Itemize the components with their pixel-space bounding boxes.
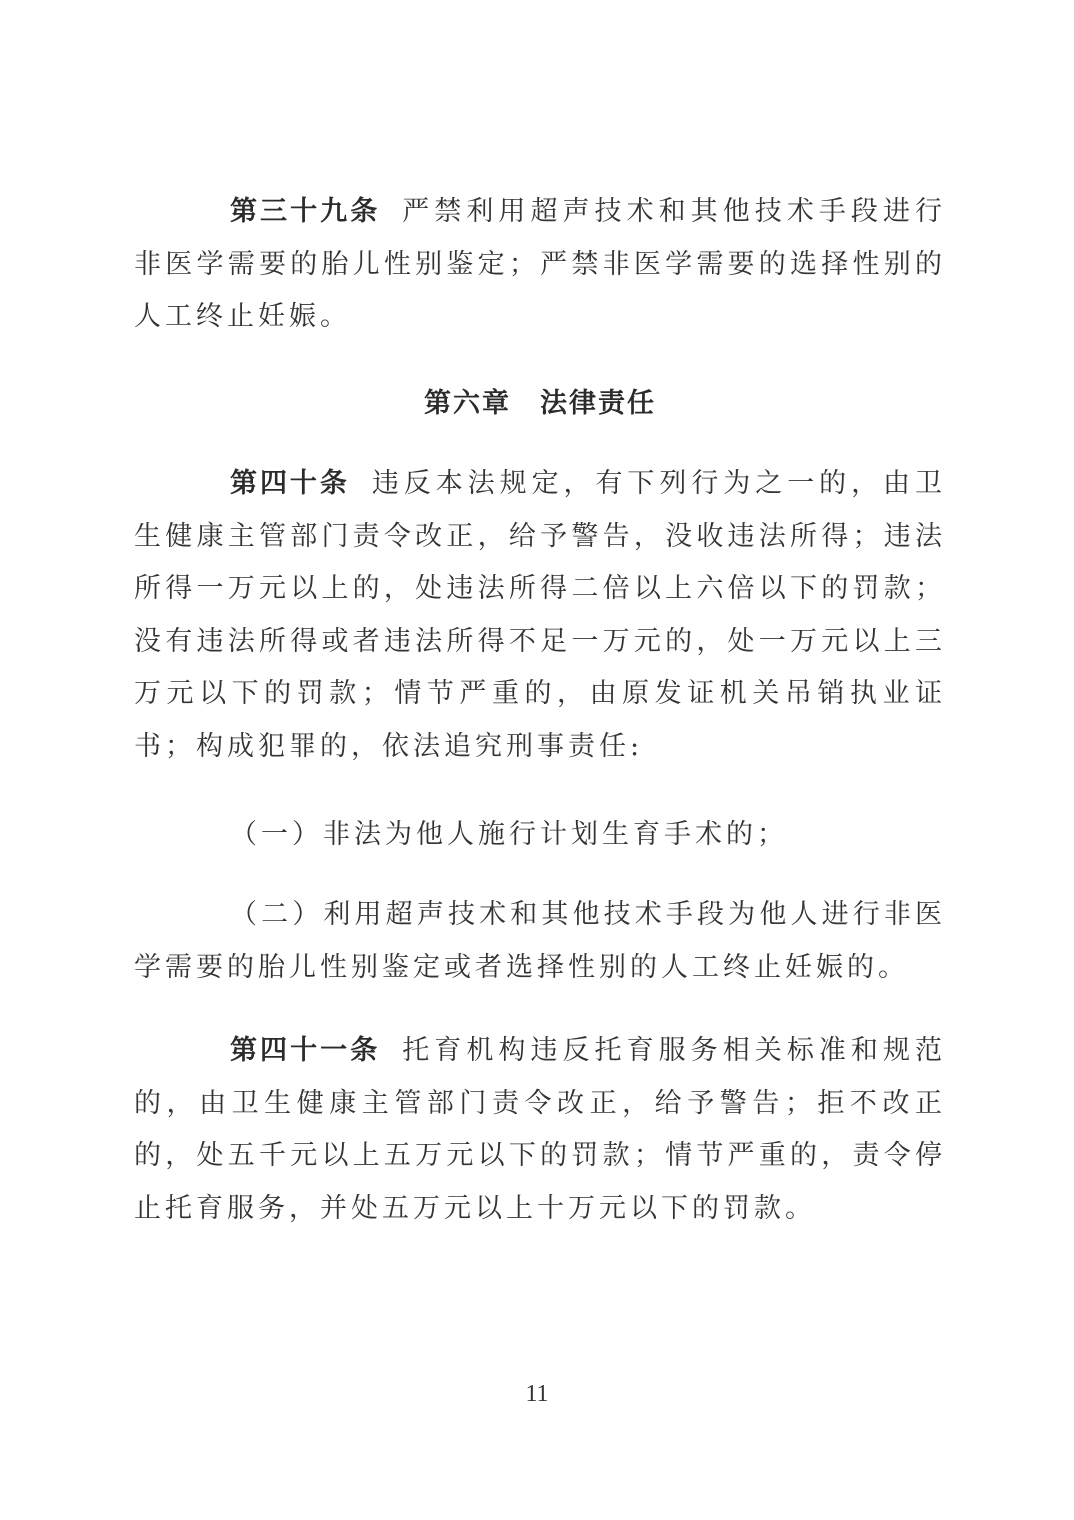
- chapter-heading: 第六章 法律责任: [424, 388, 656, 419]
- article-41-number: 第四十一条: [230, 1035, 381, 1066]
- article-41-text: 托育机构违反托育服务相关标准和规范的，由卫生健康主管部门责令改正，给予警告；拒不改正的，处五千元以上五万元以下的罚款；情节严重的，责令停止托育服务，并处五万元以上十万元以下的罚款。: [134, 1035, 947, 1224]
- article-39-paragraph: [134, 186, 946, 344]
- article-40-text: 违反本法规定，有下列行为之一的，由卫生健康主管部门责令改正，给予警告，没收违法所得；违法所得一万元以上的，处违法所得二倍以上六倍以下的罚款；没有违法所得或者违法所得不足一万元的，处一万元以上三万元以下的罚款；情节严重的，由原发证机关吊销执业证书；构成犯罪的，依法追究刑事责任:: [134, 468, 947, 762]
- article-41-paragraph: [134, 1025, 946, 1235]
- page-number: 11: [525, 1381, 549, 1407]
- article-40-number: 第四十条: [230, 468, 350, 499]
- article-39-text: 严禁利用超声技术和其他技术手段进行非医学需要的胎儿性别鉴定；严禁非医学需要的选择性别的人工终止妊娠。: [134, 196, 947, 332]
- article-40-paragraph: [134, 458, 946, 773]
- article-39-number: 第三十九条: [230, 196, 381, 227]
- article-40-item-1: （一）非法为他人施行计划生育手术的；: [230, 819, 788, 850]
- article-40-item-2: （二）利用超声技术和其他技术手段为他人进行非医学需要的胎儿性别鉴定或者选择性别的人工终止妊娠的。: [134, 899, 946, 983]
